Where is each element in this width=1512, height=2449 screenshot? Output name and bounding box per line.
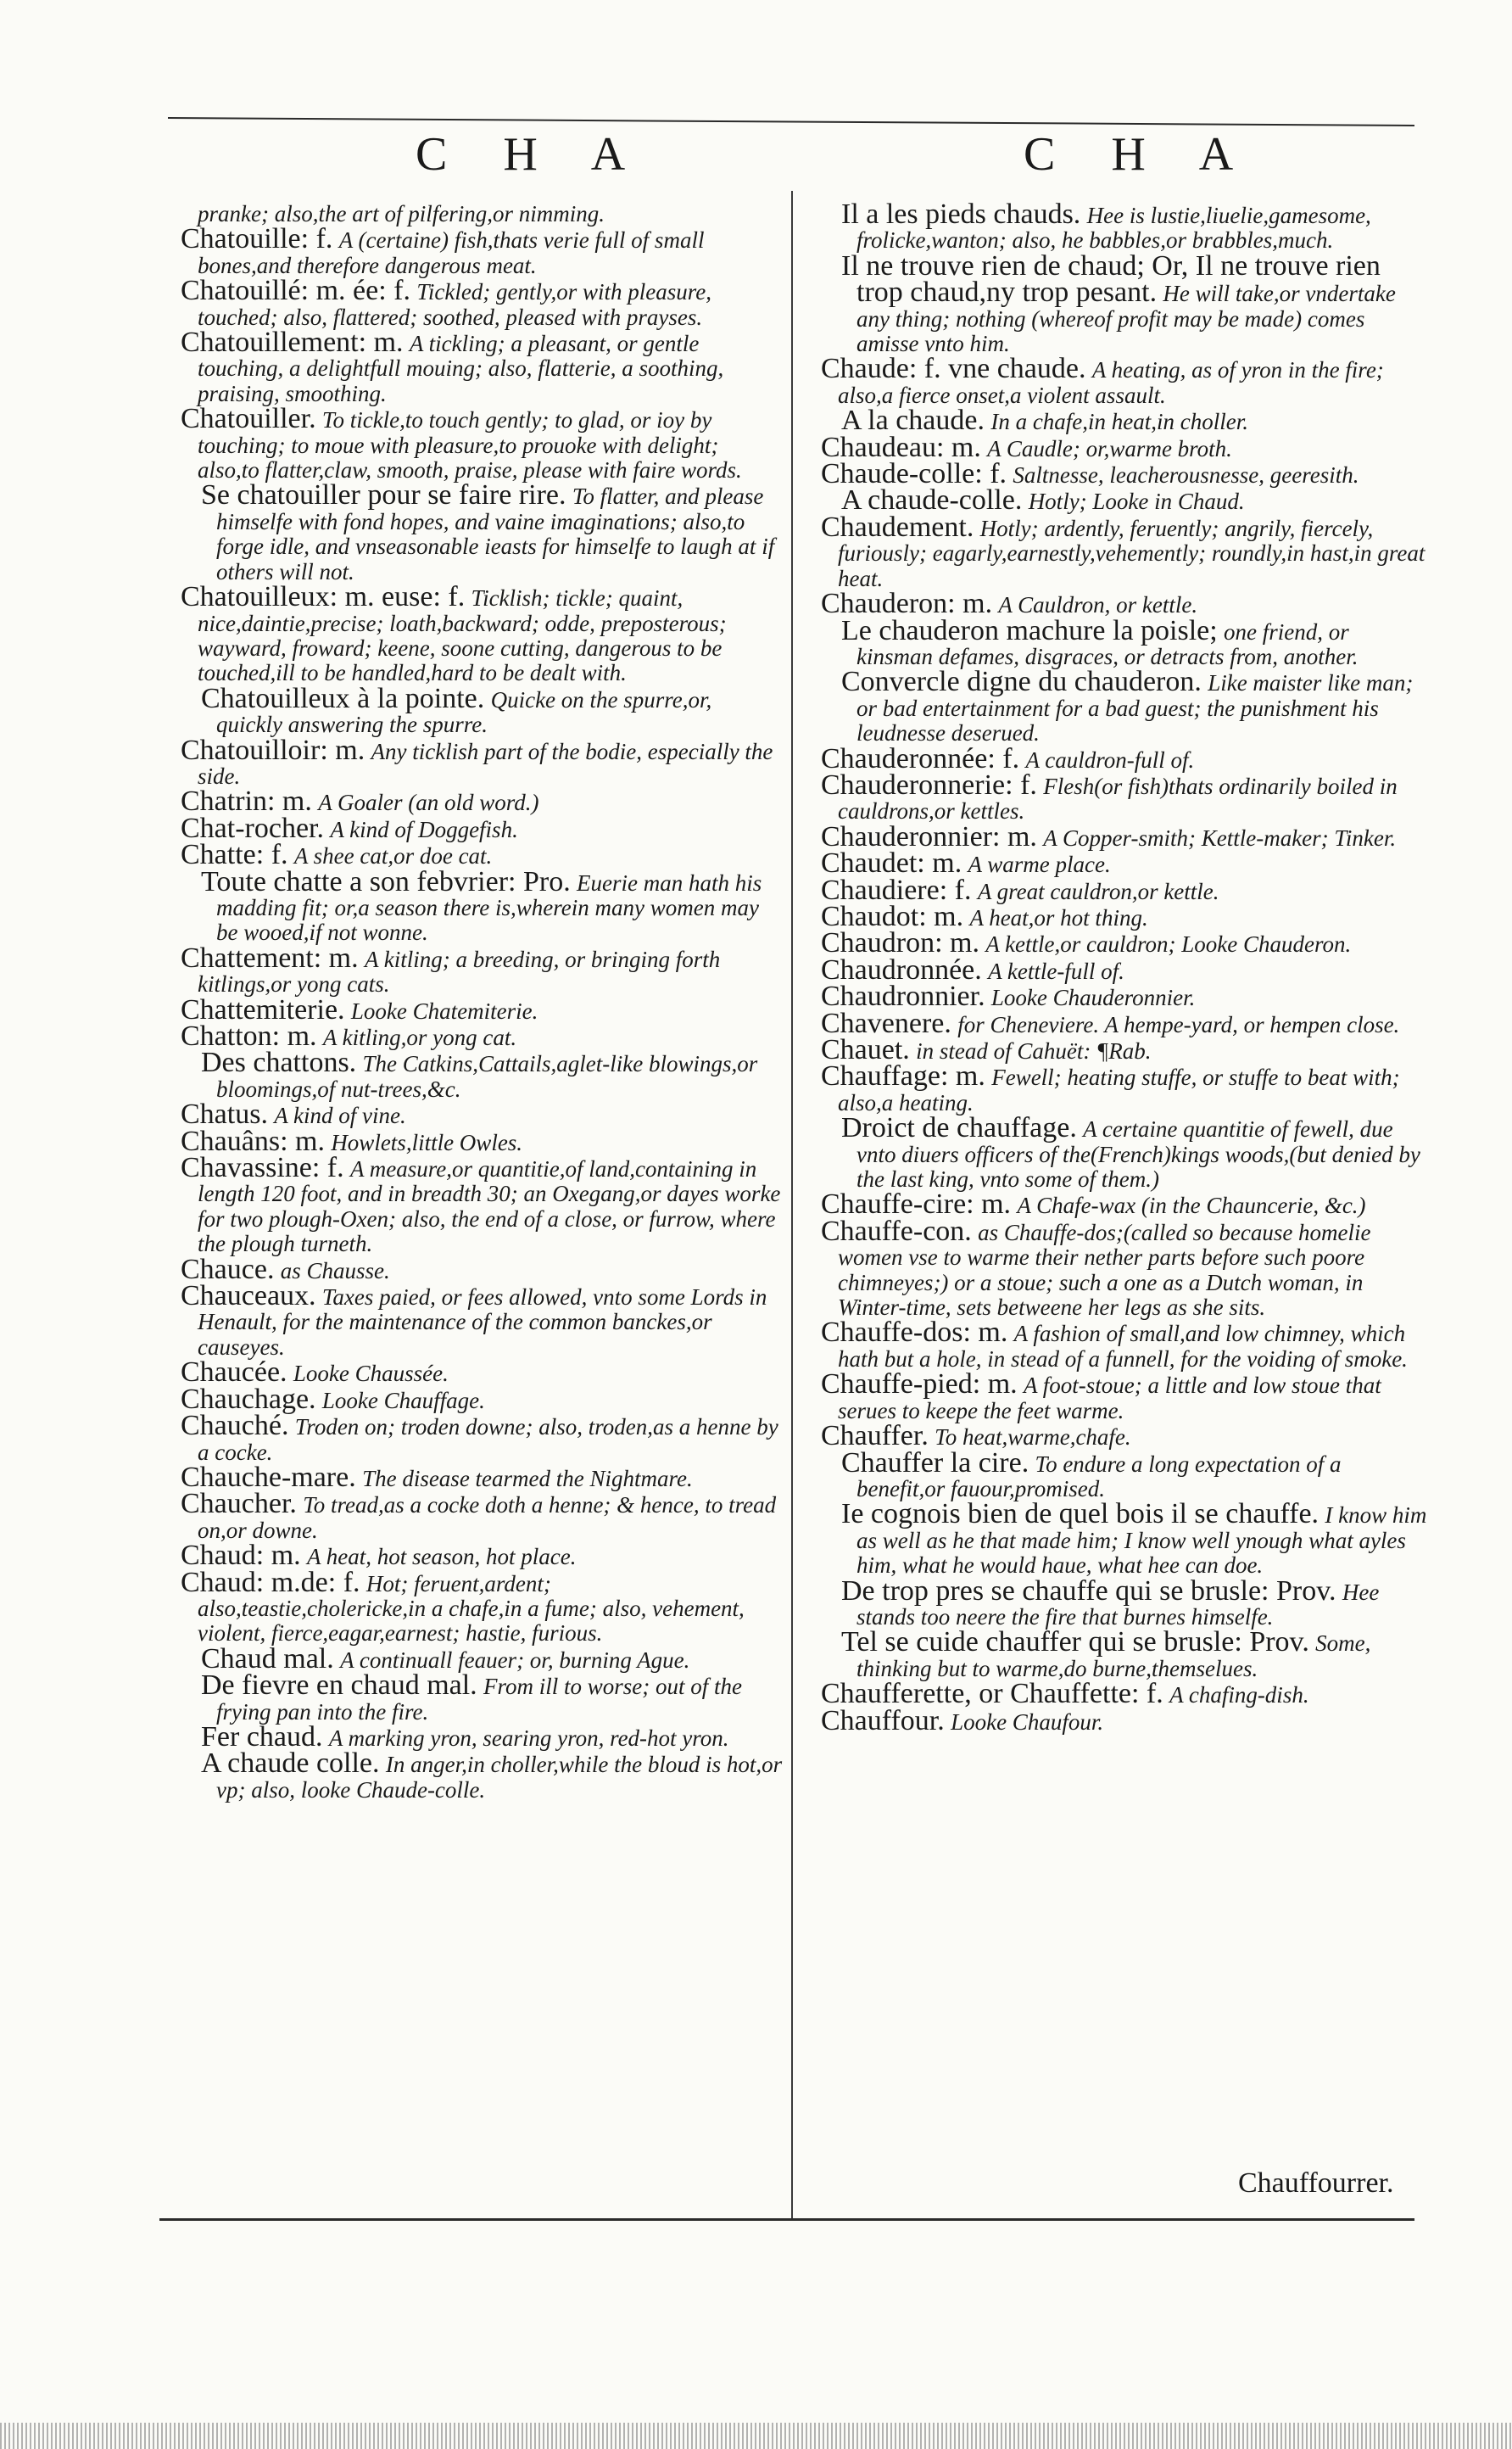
headword: Fer chaud. xyxy=(201,1720,323,1753)
definition: Hotly; ardently, feruently; angrily, fiercely, furiously; eagarly,earnestly,vehemently; roundly,in hast,in great heat. xyxy=(838,515,1426,591)
dictionary-entry xyxy=(814,249,1431,357)
headword: Convercle digne du chauderon. xyxy=(841,666,1202,698)
dictionary-entry xyxy=(814,353,1431,408)
definition: Ticklish; tickle; quaint, nice,daintie,precise; loath,backward; odde, preposterous; wayward, froward; keene, soone cutting, dangerous to be touched,ill to be handled,hard to be dealt with. xyxy=(198,585,727,686)
definition: The Catkins,Cattails,aglet-like blowings,or bloomings,of nut-trees,&c. xyxy=(216,1051,758,1102)
headword: Il a les pieds chauds. xyxy=(841,202,1081,230)
dictionary-entry xyxy=(174,1747,783,1803)
definition: A measure,or quantitie,of land,containing in length 120 foot, and in breadth 30; an Oxegang,or dayes worke for two plough-Oxen; also, the end of a close, or furrow, where the plough turneth. xyxy=(198,1156,781,1257)
dictionary-entry xyxy=(174,865,783,946)
headword: Tel se cuide chauffer qui se brusle: Prov. xyxy=(841,1626,1309,1658)
definition: A heat,or hot thing. xyxy=(969,904,1148,931)
dictionary-entry xyxy=(814,1446,1431,1502)
definition: A kind of Doggefish. xyxy=(330,816,518,842)
headword: Chaud: m. xyxy=(181,1540,301,1572)
headword: Des chattons. xyxy=(201,1047,357,1079)
headword: Chatouillé: m. ée: f. xyxy=(181,275,410,307)
headword: Chatte: f. xyxy=(181,839,288,871)
dictionary-entry xyxy=(814,202,1431,254)
definition: A great cauldron,or kettle. xyxy=(977,878,1219,904)
definition: In a chafe,in heat,in choller. xyxy=(990,409,1249,435)
headword: Chaudron: m. xyxy=(821,927,979,959)
definition: Howlets,little Owles. xyxy=(331,1129,523,1155)
dictionary-entry xyxy=(174,1280,783,1360)
headword: Chauderon: m. xyxy=(821,588,993,620)
headword: Chaude: f. vne chaude. xyxy=(821,353,1086,385)
definition: A tickling; a pleasant, or gentle touching, a delightfull mouing; also, flatterie, a soothing, praising, smoothing. xyxy=(198,331,724,406)
definition: A chafing-dish. xyxy=(1169,1682,1309,1708)
headword: Droict de chauffage. xyxy=(841,1112,1077,1144)
dictionary-entry xyxy=(174,1047,783,1102)
dictionary-entry xyxy=(174,1669,783,1725)
headword: Se chatouiller pour se faire rire. xyxy=(201,479,566,512)
dictionary-entry xyxy=(814,1368,1431,1423)
headword: A chaude-colle. xyxy=(841,484,1023,517)
dictionary-entry xyxy=(174,223,783,278)
definition: A kettle,or cauldron; Looke Chauderon. xyxy=(985,931,1352,958)
headword: Chatouiller. xyxy=(181,403,316,435)
headword: Chauffour. xyxy=(821,1704,945,1736)
definition: for Cheneviere. A hempe-yard, or hempen close. xyxy=(957,1011,1400,1037)
headword: De trop pres se chauffe qui se brusle: Prov. xyxy=(841,1574,1336,1607)
dictionary-entry xyxy=(174,682,783,738)
definition: Fewell; heating stuffe, or stuffe to beat with; also,a heating. xyxy=(838,1065,1400,1115)
dictionary-entry xyxy=(814,614,1431,670)
headword: Toute chatte a son febvrier: Pro. xyxy=(201,865,571,897)
dictionary-entry xyxy=(814,1626,1431,1681)
definition: A continuall feauer; or, burning Ague. xyxy=(340,1647,690,1673)
dictionary-entry xyxy=(814,1215,1431,1321)
definition: in stead of Cahuët: ¶Rab. xyxy=(916,1038,1152,1064)
headword: Chauché. xyxy=(181,1410,289,1442)
definition: A kind of vine. xyxy=(274,1103,406,1129)
definition: Flesh(or fish)thats ordinarily boiled in cauldrons,or kettles. xyxy=(838,773,1398,825)
definition: A Copper-smith; Kettle-maker; Tinker. xyxy=(1043,825,1397,851)
headword: Chat-rocher. xyxy=(181,812,324,844)
definition: A Cauldron, or kettle. xyxy=(998,592,1198,618)
headword: Chatouilleux: m. euse: f. xyxy=(181,581,466,613)
headword: Chauffe-dos: m. xyxy=(821,1317,1008,1349)
headword: Chauâns: m. xyxy=(181,1125,325,1157)
definition: Quicke on the spurre,or, quickly answering the spurre. xyxy=(216,686,712,738)
definition: The disease tearmed the Nightmare. xyxy=(362,1465,693,1491)
dictionary-entry xyxy=(814,1498,1431,1579)
dictionary-entry xyxy=(814,666,1431,746)
scan-edge xyxy=(0,2423,1512,2449)
dictionary-entry xyxy=(814,511,1431,591)
definition: A (certaine) fish,thats verie full of small bones,and therefore dangerous meat. xyxy=(198,227,705,278)
dictionary-entry xyxy=(174,942,783,998)
dictionary-entry xyxy=(814,1704,1431,1736)
definition: A foot-stoue; a little and low stoue that serues to keepe the feet warme. xyxy=(838,1373,1381,1423)
headword: Chauffe-cire: m. xyxy=(821,1188,1012,1221)
headword: Chauet. xyxy=(821,1034,910,1065)
definition: Any ticklish part of the bodie, especially the side. xyxy=(198,738,773,789)
headword: Chaudement. xyxy=(821,511,974,543)
definition: To tread,as a cocke doth a henne; & hence, to tread on,or downe. xyxy=(198,1492,777,1543)
definition: Hee is lustie,liuelie,gamesome, frolicke,wanton; also, he babbles,or brabbles,much. xyxy=(856,203,1371,254)
definition: Tickled; gently,or with pleasure, touched; also, flattered; soothed, pleased with prayses. xyxy=(198,279,712,330)
bottom-rule xyxy=(159,2218,1414,2221)
definition: A shee cat,or doe cat. xyxy=(293,843,493,869)
definition: A heating, as of yron in the fire; also,a fierce onset,a violent assault. xyxy=(838,357,1384,408)
dictionary-entry xyxy=(174,734,783,790)
headword: Chatouillement: m. xyxy=(181,327,404,359)
headword: Chatrin: m. xyxy=(181,786,312,818)
headword: Chatouilleux à la pointe. xyxy=(201,682,485,714)
headword: Chaudiere: f. xyxy=(821,874,972,906)
definition: Euerie man hath his madding fit; or,a season there is,wherein many women may be wooed,if not wonne. xyxy=(216,869,762,946)
definition: From ill to worse; out of the frying pan into the fire. xyxy=(216,1674,743,1725)
headword: Ie cognois bien de quel bois il se chauffe. xyxy=(841,1498,1320,1530)
definition: A kettle-full of. xyxy=(988,958,1124,984)
headword: Chatouille: f. xyxy=(181,223,333,255)
definition: Saltnesse, leacherousnesse, geeresith. xyxy=(1013,462,1359,489)
dictionary-entry xyxy=(814,1574,1431,1630)
running-head-right: C H A xyxy=(1024,128,1256,181)
definition: Hotly; Looke in Chaud. xyxy=(1028,489,1245,515)
definition: as Chauffe-dos;(called so because homelie women vse to warme their nether parts before such poore chimneyes;) or a stoue; such a one as a Dutch woman, in Winter-time, sets betweene her legs as she sits. xyxy=(838,1219,1371,1321)
definition: Looke Chauderonnier. xyxy=(990,985,1196,1011)
headword: Chauffer la cire. xyxy=(841,1446,1029,1479)
definition: A kitling; a breeding, or bringing forth kitlings,or yong cats. xyxy=(198,946,721,998)
headword: Chauceaux. xyxy=(181,1280,316,1312)
definition: Like maister like man; or bad entertainment for a bad guest; the punishment his leudnesse deserued. xyxy=(856,670,1414,746)
headword: Chaud: m.de: f. xyxy=(181,1566,360,1598)
headword: Chattemiterie. xyxy=(181,993,345,1026)
headword: Chauderonnée: f. xyxy=(821,742,1020,774)
headword: Il ne trouve rien de chaud; Or, Il ne trouve rien trop chaud,ny trop pesant. xyxy=(841,249,1381,309)
headword: Chaudot: m. xyxy=(821,900,964,932)
column-divider xyxy=(791,191,793,2218)
headword: Chauche-mare. xyxy=(181,1461,356,1493)
headword: Chaudet: m. xyxy=(821,847,962,880)
dictionary-entry xyxy=(174,1410,783,1465)
headword: Chatton: m. xyxy=(181,1020,317,1052)
definition: To endure a long expectation of a benefit,or fauour,promised. xyxy=(856,1451,1342,1501)
headword: Chavenere. xyxy=(821,1007,951,1039)
headword: Chauffe-pied: m. xyxy=(821,1368,1018,1401)
headword: Chauderonnier: m. xyxy=(821,820,1037,853)
definition: Some, thinking but to warme,do burne,themselues. xyxy=(856,1630,1371,1681)
dictionary-entry xyxy=(174,403,783,484)
definition: To heat,warme,chafe. xyxy=(935,1424,1131,1451)
catchword: Chauffourrer. xyxy=(1238,2167,1394,2199)
headword: Chaudeau: m. xyxy=(821,431,981,463)
headword: Chaudronnée. xyxy=(821,953,982,986)
definition: Hee stands too neere the fire that burnes himselfe. xyxy=(856,1579,1380,1630)
definition: A Chafe-wax (in the Chauncerie, &c.) xyxy=(1017,1193,1366,1219)
definition: Looke Chauffage. xyxy=(321,1387,485,1413)
headword: Le chauderon machure la poisle; xyxy=(841,614,1218,646)
definition: Looke Chaufour. xyxy=(951,1708,1104,1735)
definition: A warme place. xyxy=(968,852,1111,878)
definition: To flatter, and please himselfe with fond hopes, and vaine imaginations; also,to forge idle, and vnseasonable ieasts for himselfe to laugh at if others will not. xyxy=(216,484,775,584)
definition: A fashion of small,and low chimney, which hath but a hole, in stead of a funnell, for the voiding of smoke. xyxy=(838,1321,1408,1372)
left-column xyxy=(174,202,783,2195)
headword: Chaufferette, or Chauffette: f. xyxy=(821,1678,1163,1710)
dictionary-entry xyxy=(174,1152,783,1257)
top-rule xyxy=(168,117,1414,126)
headword: Chauffe-con. xyxy=(821,1215,972,1247)
headword: Chauderonnerie: f. xyxy=(821,769,1037,801)
definition: A certaine quantitie of fewell, due vnto diuers officers of the(French)kings woods,(but denied by the last king, vnto some of them.) xyxy=(856,1116,1420,1193)
headword: Chauce. xyxy=(181,1253,275,1285)
headword: Chaudronnier. xyxy=(821,981,985,1013)
dictionary-entry xyxy=(814,769,1431,825)
headword: Chaucher. xyxy=(181,1488,297,1520)
definition: He will take,or vndertake any thing; nothing (whereof profit may be made) comes amisse vnto him. xyxy=(856,281,1396,357)
definition: Taxes paied, or fees allowed, vnto some Lords in Henault, for the maintenance of the common banckes,or causeyes. xyxy=(198,1284,767,1360)
definition: Looke Chaussée. xyxy=(293,1361,449,1387)
definition: as Chausse. xyxy=(280,1257,390,1283)
headword: Chaude-colle: f. xyxy=(821,458,1007,490)
definition: A marking yron, searing yron, red-hot yron. xyxy=(328,1725,729,1751)
definition: A kitling,or yong cat. xyxy=(322,1025,517,1050)
headword: Chavassine: f. xyxy=(181,1152,344,1184)
definition: I know him as well as he that made him; I know well ynough what ayles him, what he would haue, what hee can doe. xyxy=(856,1502,1427,1579)
dictionary-entry xyxy=(174,327,783,406)
right-column xyxy=(814,202,1431,2195)
definition: A heat, hot season, hot place. xyxy=(307,1544,577,1570)
dictionary-entry xyxy=(174,581,783,686)
headword: A chaude colle. xyxy=(201,1747,380,1780)
definition: pranke; also,the art of pilfering,or nimming. xyxy=(198,202,605,226)
headword: Chauffage: m. xyxy=(821,1060,985,1093)
dictionary-entry xyxy=(814,1317,1431,1372)
headword: Chauchage. xyxy=(181,1383,316,1415)
definition: Looke Chatemiterie. xyxy=(350,998,538,1024)
dictionary-entry xyxy=(814,1112,1431,1193)
definition: In anger,in choller,while the bloud is hot,or vp; also, looke Chaude-colle. xyxy=(216,1752,783,1803)
dictionary-entry xyxy=(174,1566,783,1647)
definition: A Caudle; or,warme broth. xyxy=(987,435,1232,461)
definition: A Goaler (an old word.) xyxy=(318,790,539,816)
definition: Troden on; troden downe; also, troden,as a henne by a cocke. xyxy=(198,1414,778,1465)
running-head-left: C H A xyxy=(416,128,648,181)
definition: Hot; feruent,ardent; also,teastie,cholericke,in a chafe,in a fume; also, vehement, violent, fierce,eagar,earnest; hastie, furious. xyxy=(198,1570,745,1647)
headword: Chatouilloir: m. xyxy=(181,734,365,766)
headword: Chaucée. xyxy=(181,1356,287,1389)
headword: Chaud mal. xyxy=(201,1642,334,1675)
headword: Chatus. xyxy=(181,1099,268,1131)
definition: A cauldron-full of. xyxy=(1025,746,1195,773)
headword: De fievre en chaud mal. xyxy=(201,1669,477,1702)
dictionary-entry xyxy=(814,1060,1431,1115)
headword: Chauffer. xyxy=(821,1420,929,1452)
headword: A la chaude. xyxy=(841,405,985,437)
dictionary-entry xyxy=(174,275,783,330)
definition: To tickle,to touch gently; to glad, or ioy by touching; to moue with pleasure,to prouoke with delight; also,to flatter,claw, smooth, praise, please with faire words. xyxy=(198,407,742,484)
dictionary-entry xyxy=(174,1488,783,1543)
dictionary-entry xyxy=(174,479,783,584)
definition: one friend, or kinsman defames, disgraces, or detracts from, another. xyxy=(856,618,1359,669)
headword: Chattement: m. xyxy=(181,942,359,974)
